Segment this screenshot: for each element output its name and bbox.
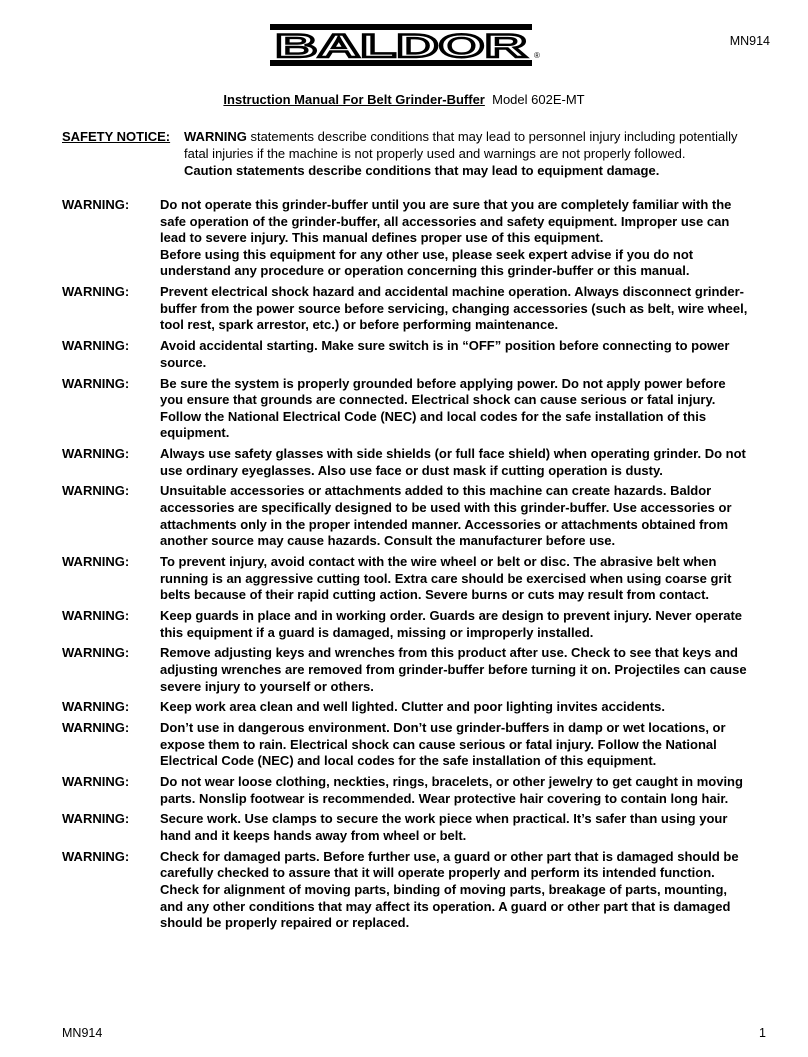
warning-text: Be sure the system is properly grounded before applying power. Do not apply power before you ensure that grounds are connected. Electrical shock can cause serious or fatal injury. Follow the National Electrical Code (NEC) and local codes for the safe installation of this equipment. [160, 375, 726, 441]
warning-item [62, 645, 752, 695]
warning-text-part: Before using this equipment for any other use, please seek expert advise if you do not understand any procedure or operation concerning this grinder-buffer or this manual. [160, 246, 694, 279]
warning-item [62, 197, 752, 280]
warning-item [62, 483, 752, 549]
safety-notice-text: statements describe conditions that may lead to personnel injury including potentially fatal injuries if the machine is not properly used and warnings are not properly followed. [184, 129, 738, 161]
warning-label: WARNING: [62, 699, 130, 715]
warning-text: Avoid accidental starting. Make sure switch is in “OFF” position before connecting to power source. [160, 338, 730, 370]
footer-doc-number: MN914 [62, 1026, 103, 1040]
warning-item [62, 608, 752, 641]
warning-item [62, 699, 752, 716]
warning-text: Always use safety glasses with side shields (or full face shield) when operating grinder. Do not use ordinary eyeglasses. Also use face or dust mask if cutting operation is dusty. [160, 446, 746, 478]
warnings-list [62, 197, 752, 936]
warning-item [62, 774, 752, 807]
warning-text: Unsuitable accessories or attachments added to this machine can create hazards. Baldor accessories are specifically designed to be used with this grinder-buffer. Use accessories or attachments only in the proper intended manner. Accessories or attachments obtained from another source may cause hazards. Consult the manufacturer before use. [160, 483, 732, 549]
warning-label: WARNING: [62, 607, 130, 623]
warning-item [62, 811, 752, 844]
title-model: Model 602E-MT [492, 92, 585, 107]
warning-text: To prevent injury, avoid contact with the wire wheel or belt or disc. The abrasive belt when running is an aggressive cutting tool. Extra care should be exercised when using coarse grit belts because of their rapid cutting action. Severe burns or cuts may result from contact. [160, 554, 732, 603]
registered-mark: ® [534, 51, 540, 60]
brand-text: BALDOR [275, 28, 527, 64]
warning-text: Remove adjusting keys and wrenches from this product after use. Check to see that keys and adjusting wrenches are removed from grinder-buffer before turning it on. Projectiles can cause severe injury to yourself or others. [160, 645, 747, 694]
warning-label: WARNING: [62, 645, 130, 661]
warning-label: WARNING: [62, 338, 130, 354]
warning-text: Keep guards in place and in working order. Guards are design to prevent injury. Never operate this equipment if a guard is damaged, missing or improperly installed. [160, 607, 743, 640]
warning-text: Keep work area clean and well lighted. Clutter and poor lighting invites accidents. [160, 699, 665, 715]
warning-label: WARNING: [62, 446, 130, 462]
warning-label: WARNING: [62, 811, 130, 827]
safety-notice-keyword: WARNING [184, 129, 247, 144]
caution-statement: Caution statements describe conditions that may lead to equipment damage. [184, 163, 660, 178]
warning-item [62, 554, 752, 604]
warning-label: WARNING: [62, 720, 130, 736]
warning-label: WARNING: [62, 848, 130, 864]
warning-label: WARNING: [62, 375, 130, 391]
doc-number-top: MN914 [729, 34, 770, 48]
title-main: Instruction Manual For Belt Grinder-Buffer [223, 92, 485, 107]
safety-notice-body [184, 128, 762, 179]
warning-item [62, 720, 752, 770]
warning-item [62, 446, 752, 479]
warning-text-part: Do not operate this grinder-buffer until you are sure that you are completely familiar with the safe operation of the grinder-buffer, all accessories and safety equipment. Improper use can lead to severe injury. This manual defines proper use of this equipment. [160, 197, 732, 246]
baldor-logo [268, 22, 538, 68]
page-number: 1 [759, 1026, 766, 1040]
warning-item [62, 376, 752, 442]
warning-text: Prevent electrical shock hazard and accidental machine operation. Always disconnect grinder-buffer from the power source before servicing, changing accessories (such as belt, wire wheel, tool rest, spark arrestor, etc.) or before performing maintenance. [160, 284, 748, 333]
warning-label: WARNING: [62, 774, 130, 790]
warning-text: Don’t use in dangerous environment. Don’t use grinder-buffers in damp or wet locations, or expose them to rain. Electrical shock can cause serious or fatal injury. Follow the National Electrical Code (NEC) and local codes for the safe installation of this equipment. [160, 720, 726, 769]
warning-item [62, 284, 752, 334]
warning-item [62, 338, 752, 371]
warning-text [160, 197, 752, 280]
manual-title [0, 92, 808, 107]
warning-text: Check for damaged parts. Before further use, a guard or other part that is damaged should be carefully checked to assure that it will operate properly and perform its intended function. Check for alignment of moving parts, binding of moving parts, breakage of parts, mounting, and any other conditions that may affect its operation. A guard or other part that is damaged should be properly repaired or replaced. [160, 848, 739, 931]
warning-label: WARNING: [62, 483, 130, 499]
warning-label: WARNING: [62, 554, 130, 569]
warning-label: WARNING: [62, 197, 130, 212]
warning-item [62, 849, 752, 932]
warning-text: Do not wear loose clothing, neckties, rings, bracelets, or other jewelry to get caught in moving parts. Nonslip footwear is recommended. Wear protective hair covering to contain long hair. [160, 774, 743, 806]
safety-notice-label: SAFETY NOTICE: [62, 129, 171, 144]
warning-label: WARNING: [62, 284, 130, 300]
safety-notice [62, 128, 762, 179]
warning-text: Secure work. Use clamps to secure the work piece when practical. It’s safer than using your hand and it keeps hands away from wheel or belt. [160, 811, 728, 844]
